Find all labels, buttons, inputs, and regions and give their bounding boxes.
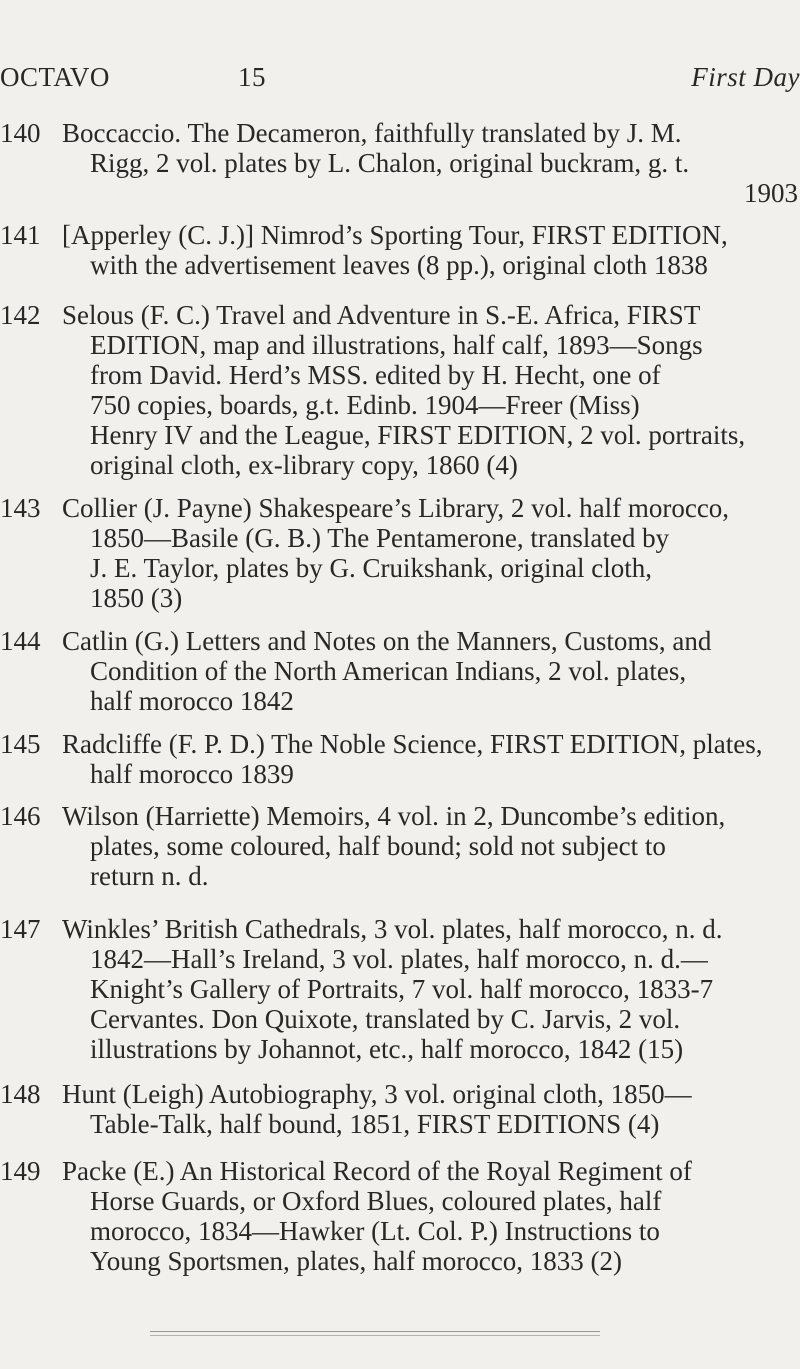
entry-line: Horse Guards, or Oxford Blues, coloured plates, half xyxy=(90,1186,662,1216)
entry-line: with the advertisement leaves (8 pp.), original cloth 1838 xyxy=(90,250,708,280)
lot-number: 148 xyxy=(0,1079,41,1109)
entry-line: 1850 (3) xyxy=(90,583,183,613)
entry-line: [Apperley (C. J.)] Nimrod’s Sporting Tour, FIRST EDITION, xyxy=(62,220,728,250)
page-rule xyxy=(150,1335,600,1336)
lot-number: 141 xyxy=(0,220,41,250)
catalogue-entry xyxy=(0,220,800,300)
entry-line: Packe (E.) An Historical Record of the Royal Regiment of xyxy=(62,1156,692,1186)
entry-line: Henry IV and the League, FIRST EDITION, 2 vol. portraits, xyxy=(90,420,746,450)
entry-line: half morocco 1842 xyxy=(90,686,294,716)
entry-line: Knight’s Gallery of Portraits, 7 vol. half morocco, 1833-7 xyxy=(90,974,714,1004)
catalogue-entry xyxy=(0,626,800,729)
entry-line: 1850—Basile (G. B.) The Pentamerone, translated by xyxy=(90,523,670,553)
entry-line: half morocco 1839 xyxy=(90,759,294,789)
lot-number: 143 xyxy=(0,493,41,523)
sale-day: First Day xyxy=(691,62,800,92)
entry-line: Young Sportsmen, plates, half morocco, 1833 (2) xyxy=(90,1246,622,1276)
entry-date: 1903 xyxy=(744,178,798,208)
lot-number: 149 xyxy=(0,1156,41,1186)
entry-line: Table-Talk, half bound, 1851, FIRST EDITIONS (4) xyxy=(90,1109,660,1139)
entry-line: EDITION, map and illustrations, half calf, 1893—Songs xyxy=(90,330,703,360)
lot-number: 145 xyxy=(0,729,41,759)
catalogue-entries xyxy=(0,118,800,1286)
entry-line: Radcliffe (F. P. D.) The Noble Science, FIRST EDITION, plates, xyxy=(62,729,763,759)
entry-line: Winkles’ British Cathedrals, 3 vol. plates, half morocco, n. d. xyxy=(62,914,723,944)
entry-line: Collier (J. Payne) Shakespeare’s Library, 2 vol. half morocco, xyxy=(62,493,730,523)
catalogue-entry xyxy=(0,118,800,220)
entry-line: morocco, 1834—Hawker (Lt. Col. P.) Instructions to xyxy=(90,1216,660,1246)
catalogue-entry xyxy=(0,1079,800,1156)
entry-line: plates, some coloured, half bound; sold not subject to xyxy=(90,831,666,861)
entry-line: Rigg, 2 vol. plates by L. Chalon, original buckram, g. t. xyxy=(90,148,690,178)
entry-line: Cervantes. Don Quixote, translated by C. Jarvis, 2 vol. xyxy=(90,1004,681,1034)
entry-line: J. E. Taylor, plates by G. Cruikshank, original cloth, xyxy=(90,553,652,583)
lot-number: 142 xyxy=(0,300,41,330)
entry-line: original cloth, ex-library copy, 1860 (4) xyxy=(90,450,518,480)
entry-line: from David. Herd’s MSS. edited by H. Hecht, one of xyxy=(90,360,661,390)
page-rule xyxy=(150,1331,600,1332)
entry-line: 750 copies, boards, g.t. Edinb. 1904—Freer (Miss) xyxy=(90,390,640,420)
entry-line: Selous (F. C.) Travel and Adventure in S.-E. Africa, FIRST xyxy=(62,300,701,330)
catalogue-entry xyxy=(0,729,800,801)
catalogue-entry xyxy=(0,300,800,493)
lot-number: 140 xyxy=(0,118,41,148)
page-header xyxy=(0,62,800,102)
catalogue-entry xyxy=(0,1156,800,1286)
entry-line: Condition of the North American Indians, 2 vol. plates, xyxy=(90,656,687,686)
entry-line: Boccaccio. The Decameron, faithfully translated by J. M. xyxy=(62,118,682,148)
page-number: 15 xyxy=(238,62,266,92)
entry-line: illustrations by Johannot, etc., half morocco, 1842 (15) xyxy=(90,1034,684,1064)
catalogue-entry xyxy=(0,914,800,1079)
entry-line: return n. d. xyxy=(90,861,209,891)
lot-number: 146 xyxy=(0,801,41,831)
section-title: OCTAVO xyxy=(0,62,110,92)
entry-line: Wilson (Harriette) Memoirs, 4 vol. in 2, Duncombe’s edition, xyxy=(62,801,726,831)
lot-number: 144 xyxy=(0,626,41,656)
lot-number: 147 xyxy=(0,914,41,944)
entry-line: Catlin (G.) Letters and Notes on the Manners, Customs, and xyxy=(62,626,712,656)
entry-line: Hunt (Leigh) Autobiography, 3 vol. original cloth, 1850— xyxy=(62,1079,692,1109)
catalogue-entry xyxy=(0,801,800,914)
entry-line: 1842—Hall’s Ireland, 3 vol. plates, half morocco, n. d.— xyxy=(90,944,708,974)
catalogue-entry xyxy=(0,493,800,626)
